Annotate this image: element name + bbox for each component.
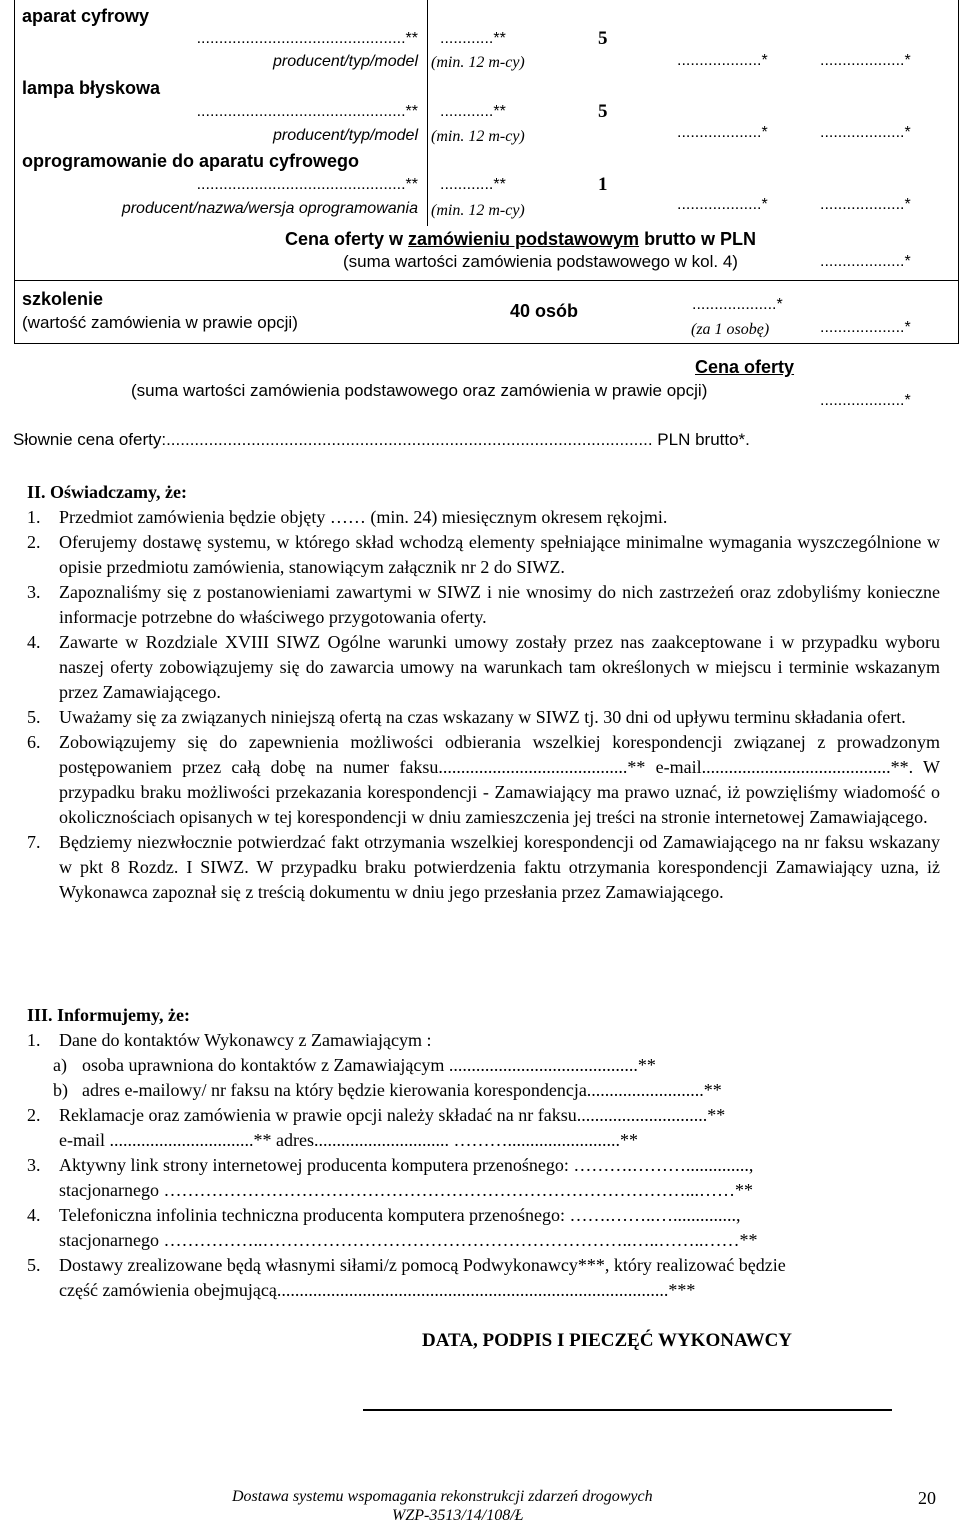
list-number: 4. [27,632,41,652]
basic-total-line2: (suma wartości zamówienia podstawowego w kol. 4) [343,252,738,271]
signature-line [363,1409,892,1411]
complaints-fax-line: Reklamacje oraz zamówienia w prawie opcji należy składać na nr faksu.............................** [59,1105,726,1125]
list-text: Zapoznaliśmy się z postanowieniami zawartymi w SIWZ i nie wnosimy do nich zastrzeżeń oraz zdobyliśmy konieczne informacje potrzebne do właściwego przygotowania oferty. [59,582,940,627]
basic-total-line1: Cena oferty w zamówieniu podstawowym brutto w PLN [285,229,757,249]
list-number: 7. [27,832,41,852]
subcontractor-line: Dostawy zrealizowane będą własnymi siłami/z pomocą Podwykonawcy***, który realizować będzie [59,1255,786,1275]
software-dots: ...............................................** [196,176,418,193]
contact-data-label: Dane do kontaktów Wykonawcy z Zamawiającym : [59,1030,432,1050]
table-border-bottom [14,343,959,344]
flash-qty-sub: (min. 12 m-cy) [431,128,525,145]
list-item [27,530,940,580]
hotline-line: Telefoniczna infolinia techniczna producenta komputera przenośnego: …….……..….............., [59,1205,741,1225]
amount-in-words: Słownie cena oferty:....................................................................................................... PLN brutto*. [13,430,750,449]
camera-qty-sub: (min. 12 m-cy) [431,54,525,71]
list-number: 1. [27,507,41,527]
flash-sub: producent/typ/model [273,127,418,144]
training-unit-price: ...................* [692,296,783,313]
section2-heading: II. Oświadczamy, że: [27,482,187,502]
section3-n3: 3. [27,1155,41,1175]
list-number: 2. [27,532,41,552]
signature-label: DATA, PODPIS I PIECZĘĆ WYKONAWCY [422,1330,793,1351]
grand-total-value: ...................* [820,392,911,409]
flash-count: 5 [598,101,608,122]
list-number: 5. [27,707,41,727]
software-total: ...................* [820,196,911,213]
list-text: Uważamy się za związanych niniejszą ofertą na czas wskazany w SIWZ tj. 30 dni od upływu terminu składania ofert. [59,707,906,727]
section3-n2: 2. [27,1105,41,1125]
table-border-left [14,0,15,344]
training-title: szkolenie [22,289,104,309]
list-text: Oferujemy dostawę systemu, w którego skład wchodzą elementy spełniające minimalne wymagania wyszczególnione w opisie przedmiotu zamówienia, stanowiącym załącznik nr 2 do SIWZ. [59,532,940,577]
email-fax-line: adres e-mailowy/ nr faksu na który będzie kierowania korespondencja..........................** [82,1080,722,1100]
grand-total-desc: (suma wartości zamówienia podstawowego oraz zamówienia w prawie opcji) [131,381,708,400]
grand-total-title: Cena oferty [695,357,795,377]
list-item [27,705,940,730]
training-unit-sub: (za 1 osobę) [691,321,770,338]
section3-n5: 5. [27,1255,41,1275]
list-text: Zawarte w Rozdziale XVIII SIWZ Ogólne warunki umowy zostały przez nas zaakceptowane i w przypadku wyboru naszej oferty zobowiązujemy się do zawarcia umowy na warunkach tam określonych w miejscu i terminie wskazanym przez Zamawiającego. [59,632,940,702]
training-count: 40 osób [510,301,579,321]
footer-title: Dostawa systemu wspomagania rekonstrukcji zdarzeń drogowych [232,1488,653,1505]
table-border-right [958,0,959,344]
basic-total-value: ...................* [820,253,911,270]
camera-total: ...................* [820,52,911,69]
section2-list [27,505,940,905]
list-text: Zobowiązujemy się do zapewnienia możliwości odbierania wszelkiej korespondencji związanej z prowadzonym postępowaniem przez całą dobę na numer faksu..........................................** e-mail..........................................**. W przypadku braku możliwości przekazania korespondencji - Zamawiający ma prawo uznać, iż powzięliśmy wiadomość o okolicznościach opisanych w tej korespondencji w dniu zamieszczenia jej treści na stronie internetowej Zamawiającego. [59,732,940,827]
hotline-desktop-line: stacjonarnego ……………..……………………………………………………..…..……..……** [59,1230,758,1250]
software-count: 1 [598,174,608,195]
footer-code: WZP-3513/14/108/Ł [392,1507,524,1524]
website-link-desktop-line: stacjonarnego ……………………………………………………………………………...……** [59,1180,753,1200]
list-text: Będziemy niezwłocznie potwierdzać fakt otrzymania wszelkiej korespondencji od Zamawiającego na nr faksu wskazany w pkt 8 Rozdz. I SIWZ. W przypadku braku potwierdzenia faktu otrzymania korespondencji Zamawiający uzna, iż Wykonawca zapoznał się z treścią dokumentu w dniu jego przesłania przez Zamawiającego. [59,832,940,902]
list-number: 6. [27,732,41,752]
software-qty-sub: (min. 12 m-cy) [431,202,525,219]
table-row-divider [14,280,959,281]
software-unit-price: ...................* [677,196,768,213]
list-item [27,830,940,905]
camera-title: aparat cyfrowy [22,6,150,26]
flash-title: lampa błyskowa [22,78,161,98]
complaints-email-line: e-mail ................................** adres.............................. ……….........................** [59,1130,638,1150]
flash-total: ...................* [820,124,911,141]
list-item [27,730,940,830]
flash-dots: ...............................................** [196,103,418,120]
website-link-line: Aktywny link strony internetowej producenta komputera przenośnego: ……….……….............., [59,1155,754,1175]
section3-n4: 4. [27,1205,41,1225]
flash-unit-price: ...................* [677,124,768,141]
list-item [27,505,940,530]
camera-qty-dots: ............** [440,30,506,47]
training-total: ...................* [820,319,911,336]
section3-n1: 1. [27,1030,41,1050]
section3-heading: III. Informujemy, że: [27,1005,190,1025]
camera-unit-price: ...................* [677,52,768,69]
list-item [27,580,940,630]
subcontractor-scope-line: część zamówienia obejmującą.......................................................................................*** [59,1280,696,1300]
camera-sub: producent/typ/model [273,53,418,70]
training-sub: (wartość zamówienia w prawie opcji) [22,313,298,332]
list-item [27,630,940,705]
sub-b-label: b) [53,1080,68,1100]
table-col-divider [427,0,428,226]
software-qty-dots: ............** [440,176,506,193]
authorized-person-line: osoba uprawniona do kontaktów z Zamawiającym ..........................................** [82,1055,656,1075]
list-number: 3. [27,582,41,602]
software-sub: producent/nazwa/wersja oprogramowania [121,200,418,217]
sub-a-label: a) [53,1055,67,1075]
flash-qty-dots: ............** [440,103,506,120]
camera-dots: ...............................................** [196,30,418,47]
page-number: 20 [918,1488,936,1508]
list-text: Przedmiot zamówienia będzie objęty …… (min. 24) miesięcznym okresem rękojmi. [59,507,668,527]
camera-count: 5 [598,28,608,49]
software-title: oprogramowanie do aparatu cyfrowego [22,151,360,171]
